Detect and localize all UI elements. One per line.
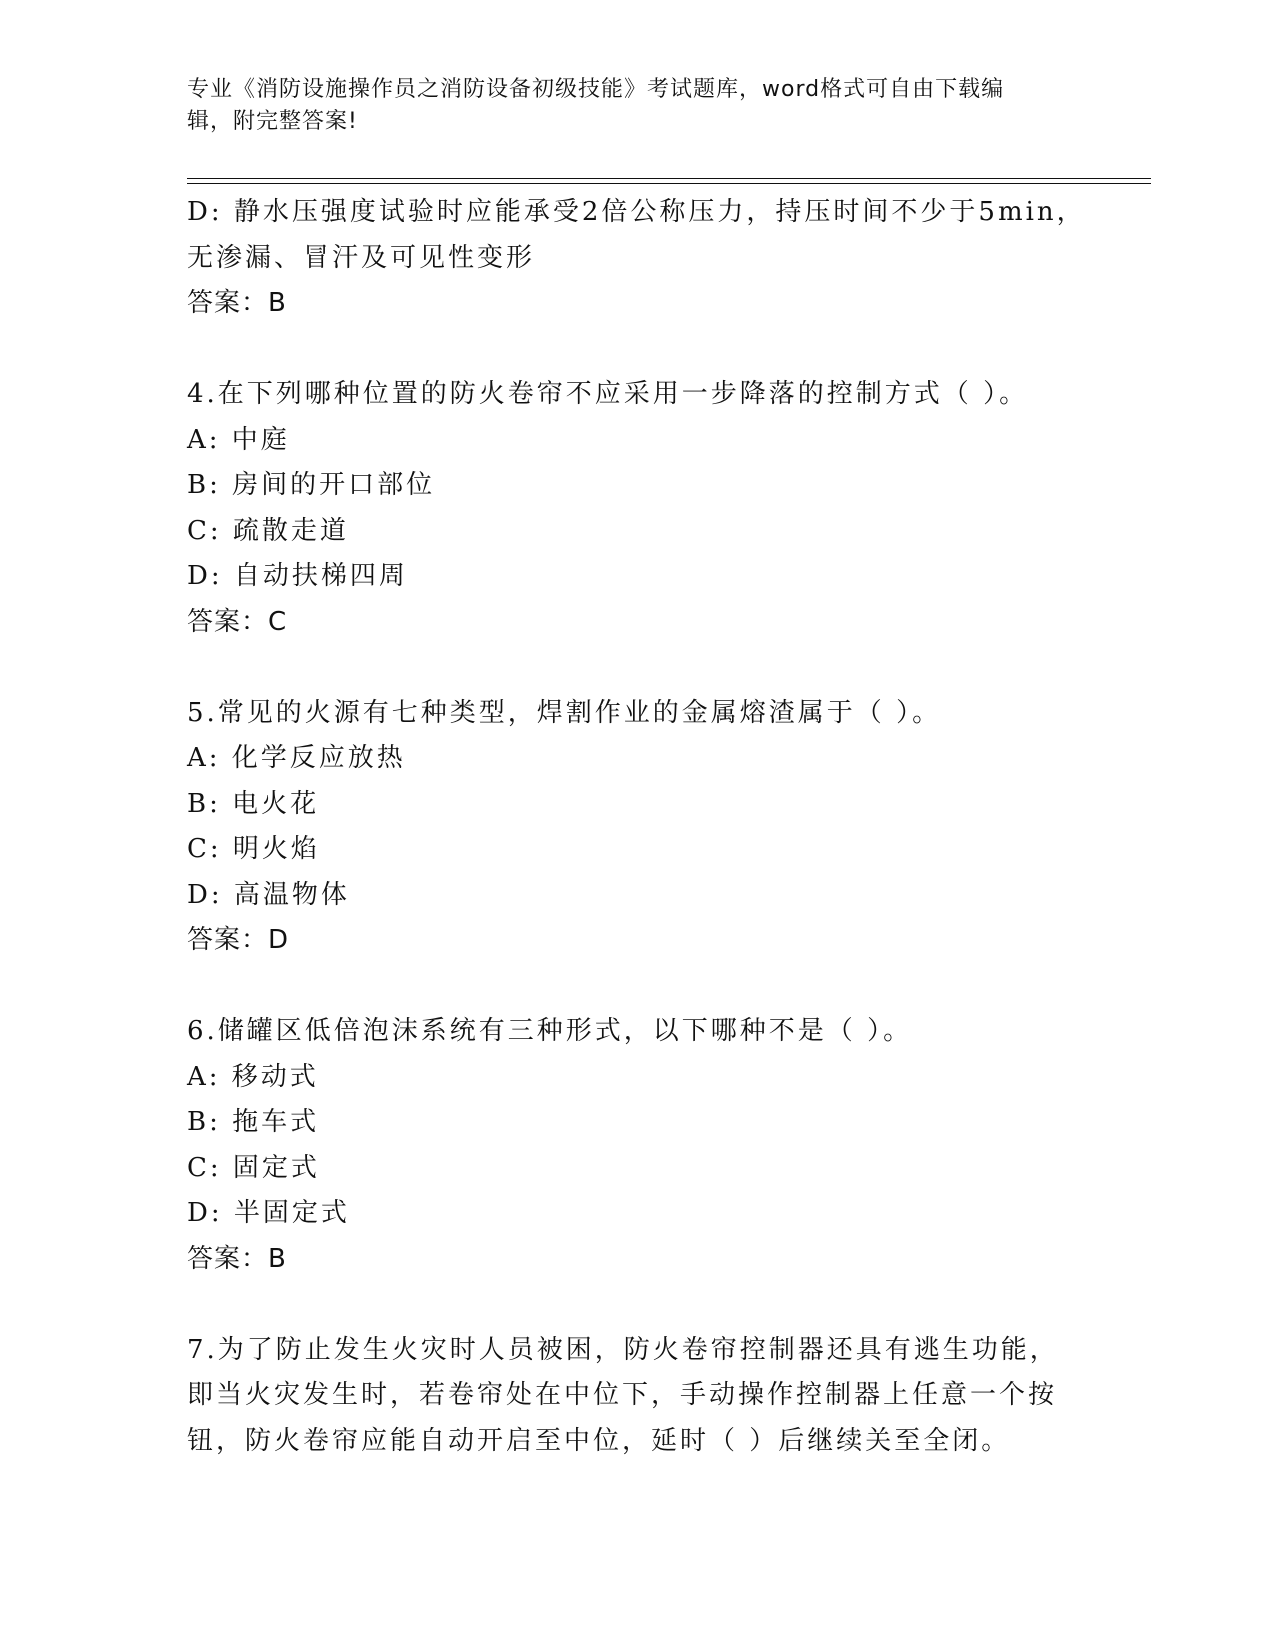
question-text-line-3: 钮，防火卷帘应能自动开启至中位，延时（ ）后继续关至全闭。	[187, 1425, 1011, 1456]
question-text: 4.在下列哪种位置的防火卷帘不应采用一步降落的控制方式（ ）。	[187, 379, 1029, 409]
question-3-fragment	[187, 190, 1087, 327]
option-d: D: 半固定式	[187, 1198, 350, 1228]
option-b: B: 拖车式	[187, 1107, 320, 1137]
header-rule-bottom	[187, 183, 1151, 184]
question-5	[187, 691, 1087, 964]
answer: 答案：B	[187, 1243, 287, 1274]
question-text: 5.常见的火源有七种类型，焊割作业的金属熔渣属于（ ）。	[187, 697, 942, 728]
option-d: D: 静水压强度试验时应能承受2倍公称压力，持压时间不少于5min，	[187, 197, 1086, 227]
option-a: A: 化学反应放热	[187, 743, 406, 773]
option-c: C: 固定式	[187, 1152, 320, 1183]
answer: 答案：D	[187, 925, 290, 955]
question-7	[187, 1328, 1087, 1465]
header-rule-top	[187, 178, 1151, 179]
header-line-1: 专业《消防设施操作员之消防设备初级技能》考试题库，word格式可自由下载编	[187, 77, 1005, 102]
option-a: A: 中庭	[187, 424, 290, 455]
option-c: C: 明火焰	[187, 834, 320, 864]
header-line-2: 辑，附完整答案!	[187, 109, 358, 134]
page-header	[187, 74, 1067, 138]
option-a: A: 移动式	[187, 1061, 319, 1092]
question-text-line-2: 即当火灾发生时，若卷帘处在中位下，手动操作控制器上任意一个按	[187, 1380, 1058, 1410]
option-d: D: 自动扶梯四周	[187, 561, 408, 591]
question-6	[187, 1009, 1087, 1282]
question-content	[187, 190, 1087, 1464]
question-text: 6.储罐区低倍泡沫系统有三种形式，以下哪种不是（ ）。	[187, 1016, 913, 1046]
question-4	[187, 372, 1087, 645]
spacer	[187, 964, 1087, 1010]
option-b: B: 房间的开口部位	[187, 470, 436, 500]
option-d: D: 高温物体	[187, 879, 350, 910]
option-b: B: 电火花	[187, 788, 320, 819]
answer: 答案：B	[187, 288, 287, 318]
option-d-continued: 无渗漏、冒汗及可见性变形	[187, 242, 536, 273]
spacer	[187, 327, 1087, 373]
answer: 答案：C	[187, 606, 288, 637]
spacer	[187, 645, 1087, 691]
spacer	[187, 1282, 1087, 1328]
option-c: C: 疏散走道	[187, 515, 349, 546]
question-text-line-1: 7.为了防止发生火灾时人员被困，防火卷帘控制器还具有逃生功能，	[187, 1334, 1059, 1365]
